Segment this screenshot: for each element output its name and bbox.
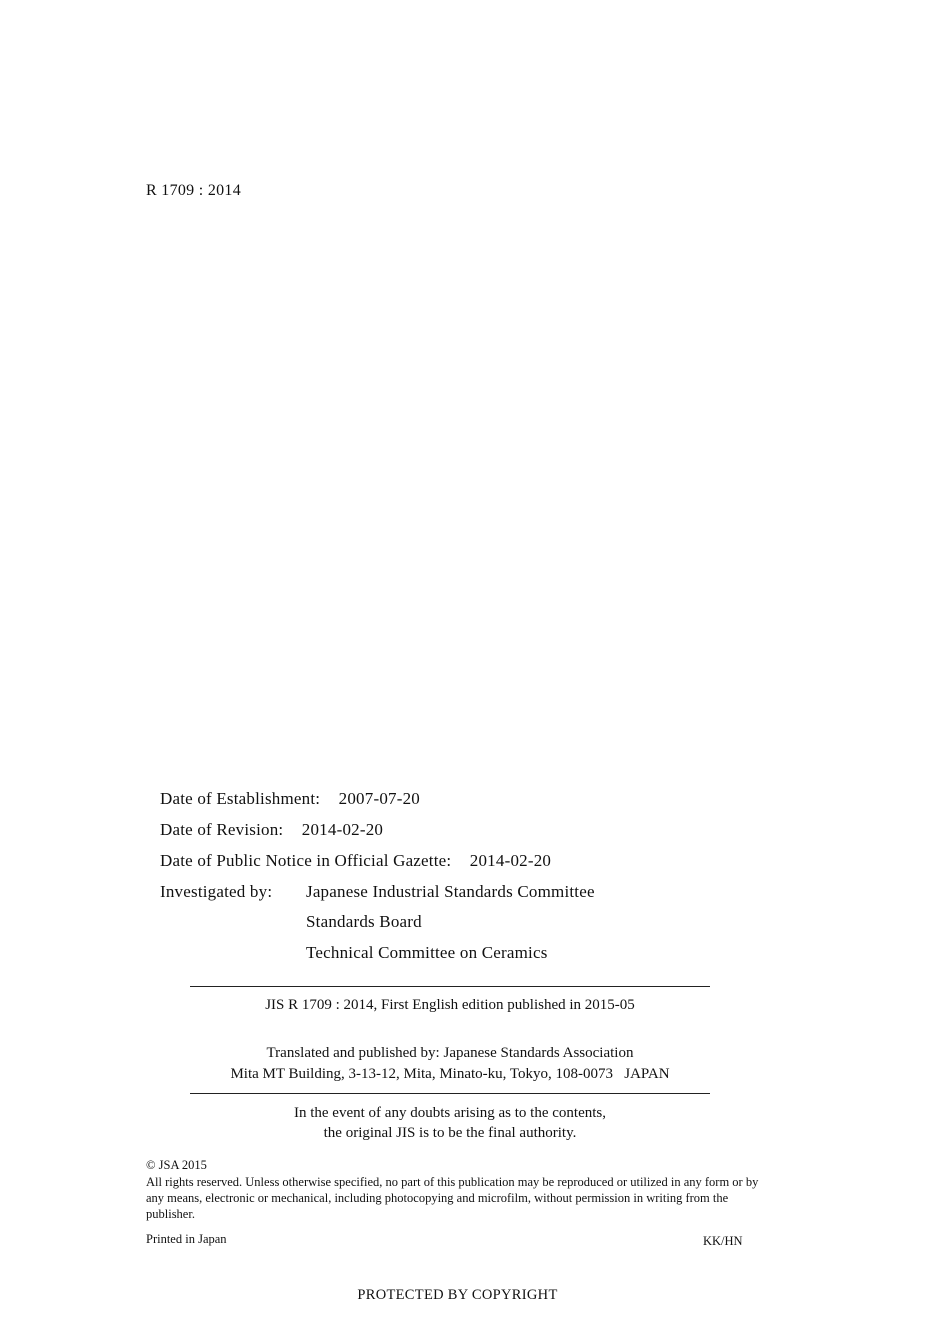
publisher-line-2: Mita MT Building, 3-13-12, Mita, Minato-ku, Tokyo, 108-0073 JAPAN (230, 1066, 670, 1082)
gazette-date: 2014-02-20 (469, 851, 552, 870)
establishment-row (160, 789, 420, 809)
protected-notice: PROTECTED BY COPYRIGHT (357, 1287, 558, 1303)
establishment-date: 2007-07-20 (338, 789, 420, 808)
authority-line-1: In the event of any doubts arising as to the contents, (293, 1105, 606, 1121)
revision-label: Date of Revision: (160, 820, 284, 839)
edition-line: JIS R 1709 : 2014, First English edition published in 2015-05 (265, 997, 635, 1013)
revision-date: 2014-02-20 (301, 820, 384, 839)
printed-in: Printed in Japan (146, 1232, 227, 1246)
authority-line-2: the original JIS is to be the final authority. (323, 1125, 577, 1141)
printer-code: KK/HN (703, 1234, 743, 1248)
investigator-1: Japanese Industrial Standards Committee (306, 882, 595, 901)
rights-statement: All rights reserved. Unless otherwise specified, no part of this publication may be reproduced or utilized in any form or by any means, electronic or mechanical, including photocopying and microfilm, without permission in writing from the publisher. (146, 1175, 759, 1221)
divider-top (190, 986, 710, 987)
investigator-2: Standards Board (306, 912, 422, 931)
publisher-line-1: Translated and published by: Japanese Standards Association (266, 1045, 634, 1061)
revision-row (160, 820, 383, 840)
investigated-label: Investigated by: (160, 882, 273, 901)
divider-bottom (190, 1093, 710, 1094)
investigator-3: Technical Committee on Ceramics (306, 943, 548, 962)
standard-code: R 1709 : 2014 (146, 182, 242, 199)
gazette-label: Date of Public Notice in Official Gazette: (160, 851, 452, 870)
copyright-notice: © JSA 2015 (146, 1158, 207, 1172)
establishment-label: Date of Establishment: (160, 789, 321, 808)
gazette-row (160, 851, 551, 871)
